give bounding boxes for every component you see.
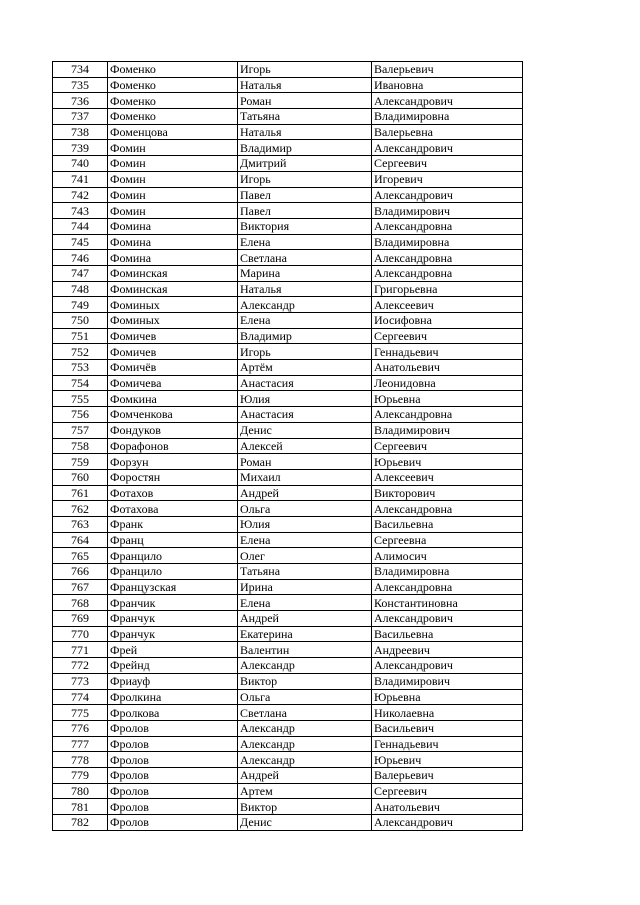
- patronymic-cell: Алимосич: [372, 548, 523, 564]
- first-name-cell: Анастасия: [238, 375, 372, 391]
- patronymic-cell: Александрович: [372, 187, 523, 203]
- last-name-cell: Фомин: [108, 156, 238, 172]
- first-name-cell: Валентин: [238, 642, 372, 658]
- row-number-cell: 768: [53, 595, 108, 611]
- row-number-cell: 774: [53, 689, 108, 705]
- first-name-cell: Александр: [238, 736, 372, 752]
- table-row: [53, 187, 523, 203]
- patronymic-cell: Васильевич: [372, 720, 523, 736]
- table-row: [53, 62, 523, 78]
- patronymic-cell: Викторович: [372, 485, 523, 501]
- first-name-cell: Ирина: [238, 579, 372, 595]
- first-name-cell: Виктор: [238, 673, 372, 689]
- first-name-cell: Ольга: [238, 689, 372, 705]
- patronymic-cell: Валерьевич: [372, 767, 523, 783]
- last-name-cell: Франчук: [108, 611, 238, 627]
- patronymic-cell: Владимировна: [372, 234, 523, 250]
- table-row: [53, 77, 523, 93]
- row-number-cell: 782: [53, 815, 108, 831]
- table-row: [53, 250, 523, 266]
- table-row: [53, 485, 523, 501]
- first-name-cell: Юлия: [238, 516, 372, 532]
- table-row: [53, 501, 523, 517]
- last-name-cell: Франчук: [108, 626, 238, 642]
- last-name-cell: Фомкина: [108, 391, 238, 407]
- last-name-cell: Французская: [108, 579, 238, 595]
- row-number-cell: 763: [53, 516, 108, 532]
- row-number-cell: 743: [53, 203, 108, 219]
- table-row: [53, 705, 523, 721]
- patronymic-cell: Алексеевич: [372, 297, 523, 313]
- table-row: [53, 752, 523, 768]
- row-number-cell: 781: [53, 799, 108, 815]
- patronymic-cell: Александровна: [372, 250, 523, 266]
- last-name-cell: Фоминская: [108, 265, 238, 281]
- last-name-cell: Фролов: [108, 720, 238, 736]
- patronymic-cell: Сергеевич: [372, 783, 523, 799]
- first-name-cell: Владимир: [238, 140, 372, 156]
- last-name-cell: Фомина: [108, 218, 238, 234]
- last-name-cell: Фролов: [108, 815, 238, 831]
- table-row: [53, 140, 523, 156]
- last-name-cell: Фролов: [108, 752, 238, 768]
- table-row: [53, 313, 523, 329]
- table-row: [53, 783, 523, 799]
- patronymic-cell: Алексеевич: [372, 469, 523, 485]
- row-number-cell: 751: [53, 328, 108, 344]
- patronymic-cell: Григорьевна: [372, 281, 523, 297]
- patronymic-cell: Владимирович: [372, 673, 523, 689]
- table-row: [53, 767, 523, 783]
- table-row: [53, 720, 523, 736]
- first-name-cell: Игорь: [238, 62, 372, 78]
- first-name-cell: Анастасия: [238, 407, 372, 423]
- patronymic-cell: Александрович: [372, 611, 523, 627]
- first-name-cell: Юлия: [238, 391, 372, 407]
- table-row: [53, 815, 523, 831]
- last-name-cell: Фомченкова: [108, 407, 238, 423]
- table-row: [53, 516, 523, 532]
- patronymic-cell: Владимировна: [372, 564, 523, 580]
- patronymic-cell: Игоревич: [372, 171, 523, 187]
- last-name-cell: Фрейнд: [108, 658, 238, 674]
- first-name-cell: Наталья: [238, 77, 372, 93]
- table-row: [53, 438, 523, 454]
- patronymic-cell: Андреевич: [372, 642, 523, 658]
- names-table: [52, 61, 523, 831]
- first-name-cell: Светлана: [238, 705, 372, 721]
- patronymic-cell: Александрович: [372, 93, 523, 109]
- last-name-cell: Франчик: [108, 595, 238, 611]
- patronymic-cell: Александровна: [372, 407, 523, 423]
- patronymic-cell: Владимирович: [372, 422, 523, 438]
- row-number-cell: 779: [53, 767, 108, 783]
- last-name-cell: Фотахов: [108, 485, 238, 501]
- row-number-cell: 773: [53, 673, 108, 689]
- row-number-cell: 742: [53, 187, 108, 203]
- patronymic-cell: Александровна: [372, 218, 523, 234]
- last-name-cell: Фролов: [108, 767, 238, 783]
- table-row: [53, 407, 523, 423]
- last-name-cell: Фомин: [108, 187, 238, 203]
- first-name-cell: Александр: [238, 720, 372, 736]
- patronymic-cell: Александрович: [372, 658, 523, 674]
- table-row: [53, 548, 523, 564]
- last-name-cell: Францило: [108, 564, 238, 580]
- last-name-cell: Фомичёв: [108, 360, 238, 376]
- row-number-cell: 740: [53, 156, 108, 172]
- patronymic-cell: Владимировна: [372, 109, 523, 125]
- last-name-cell: Фролов: [108, 736, 238, 752]
- first-name-cell: Игорь: [238, 171, 372, 187]
- patronymic-cell: Валерьевна: [372, 124, 523, 140]
- first-name-cell: Елена: [238, 595, 372, 611]
- patronymic-cell: Александрович: [372, 140, 523, 156]
- patronymic-cell: Юрьевич: [372, 454, 523, 470]
- row-number-cell: 772: [53, 658, 108, 674]
- first-name-cell: Михаил: [238, 469, 372, 485]
- last-name-cell: Фомин: [108, 140, 238, 156]
- table-row: [53, 360, 523, 376]
- first-name-cell: Денис: [238, 422, 372, 438]
- patronymic-cell: Сергеевич: [372, 156, 523, 172]
- table-row: [53, 234, 523, 250]
- patronymic-cell: Константиновна: [372, 595, 523, 611]
- first-name-cell: Олег: [238, 548, 372, 564]
- table-row: [53, 579, 523, 595]
- table-row: [53, 642, 523, 658]
- table-row: [53, 375, 523, 391]
- last-name-cell: Фомина: [108, 250, 238, 266]
- table-row: [53, 595, 523, 611]
- table-row: [53, 736, 523, 752]
- first-name-cell: Артём: [238, 360, 372, 376]
- first-name-cell: Елена: [238, 532, 372, 548]
- patronymic-cell: Александровна: [372, 501, 523, 517]
- table-row: [53, 124, 523, 140]
- last-name-cell: Фомичев: [108, 328, 238, 344]
- row-number-cell: 754: [53, 375, 108, 391]
- patronymic-cell: Сергеевич: [372, 328, 523, 344]
- table-row: [53, 564, 523, 580]
- patronymic-cell: Леонидовна: [372, 375, 523, 391]
- patronymic-cell: Александровна: [372, 265, 523, 281]
- patronymic-cell: Васильевна: [372, 626, 523, 642]
- patronymic-cell: Николаевна: [372, 705, 523, 721]
- first-name-cell: Артем: [238, 783, 372, 799]
- row-number-cell: 748: [53, 281, 108, 297]
- first-name-cell: Виктор: [238, 799, 372, 815]
- first-name-cell: Елена: [238, 313, 372, 329]
- last-name-cell: Фомин: [108, 203, 238, 219]
- patronymic-cell: Юрьевич: [372, 752, 523, 768]
- table-row: [53, 532, 523, 548]
- row-number-cell: 745: [53, 234, 108, 250]
- first-name-cell: Владимир: [238, 328, 372, 344]
- row-number-cell: 734: [53, 62, 108, 78]
- last-name-cell: Фриауф: [108, 673, 238, 689]
- row-number-cell: 753: [53, 360, 108, 376]
- table-row: [53, 171, 523, 187]
- row-number-cell: 764: [53, 532, 108, 548]
- last-name-cell: Франк: [108, 516, 238, 532]
- last-name-cell: Фондуков: [108, 422, 238, 438]
- patronymic-cell: Анатольевич: [372, 360, 523, 376]
- patronymic-cell: Валерьевич: [372, 62, 523, 78]
- row-number-cell: 771: [53, 642, 108, 658]
- last-name-cell: Францило: [108, 548, 238, 564]
- row-number-cell: 747: [53, 265, 108, 281]
- patronymic-cell: Юрьевна: [372, 689, 523, 705]
- last-name-cell: Фрей: [108, 642, 238, 658]
- last-name-cell: Форафонов: [108, 438, 238, 454]
- last-name-cell: Фоменко: [108, 77, 238, 93]
- row-number-cell: 758: [53, 438, 108, 454]
- first-name-cell: Алексей: [238, 438, 372, 454]
- table-row: [53, 689, 523, 705]
- row-number-cell: 738: [53, 124, 108, 140]
- first-name-cell: Александр: [238, 658, 372, 674]
- row-number-cell: 766: [53, 564, 108, 580]
- first-name-cell: Наталья: [238, 281, 372, 297]
- patronymic-cell: Александрович: [372, 815, 523, 831]
- first-name-cell: Александр: [238, 297, 372, 313]
- row-number-cell: 741: [53, 171, 108, 187]
- row-number-cell: 760: [53, 469, 108, 485]
- first-name-cell: Игорь: [238, 344, 372, 360]
- patronymic-cell: Иосифовна: [372, 313, 523, 329]
- table-row: [53, 93, 523, 109]
- first-name-cell: Павел: [238, 203, 372, 219]
- last-name-cell: Фомичева: [108, 375, 238, 391]
- last-name-cell: Франц: [108, 532, 238, 548]
- row-number-cell: 780: [53, 783, 108, 799]
- last-name-cell: Фоминых: [108, 297, 238, 313]
- patronymic-cell: Сергеевна: [372, 532, 523, 548]
- row-number-cell: 776: [53, 720, 108, 736]
- table-row: [53, 391, 523, 407]
- first-name-cell: Павел: [238, 187, 372, 203]
- table-row: [53, 422, 523, 438]
- table-row: [53, 469, 523, 485]
- last-name-cell: Фоменко: [108, 93, 238, 109]
- patronymic-cell: Анатольевич: [372, 799, 523, 815]
- table-row: [53, 611, 523, 627]
- row-number-cell: 765: [53, 548, 108, 564]
- row-number-cell: 736: [53, 93, 108, 109]
- table-row: [53, 328, 523, 344]
- first-name-cell: Марина: [238, 265, 372, 281]
- table-row: [53, 297, 523, 313]
- table-row: [53, 454, 523, 470]
- names-table-body: [53, 62, 523, 831]
- first-name-cell: Денис: [238, 815, 372, 831]
- row-number-cell: 746: [53, 250, 108, 266]
- last-name-cell: Фоминых: [108, 313, 238, 329]
- row-number-cell: 750: [53, 313, 108, 329]
- row-number-cell: 744: [53, 218, 108, 234]
- patronymic-cell: Александровна: [372, 579, 523, 595]
- last-name-cell: Фоминская: [108, 281, 238, 297]
- first-name-cell: Александр: [238, 752, 372, 768]
- last-name-cell: Форостян: [108, 469, 238, 485]
- last-name-cell: Фролов: [108, 783, 238, 799]
- row-number-cell: 777: [53, 736, 108, 752]
- table-row: [53, 156, 523, 172]
- first-name-cell: Елена: [238, 234, 372, 250]
- first-name-cell: Дмитрий: [238, 156, 372, 172]
- row-number-cell: 759: [53, 454, 108, 470]
- patronymic-cell: Ивановна: [372, 77, 523, 93]
- last-name-cell: Форзун: [108, 454, 238, 470]
- patronymic-cell: Геннадьевич: [372, 736, 523, 752]
- first-name-cell: Наталья: [238, 124, 372, 140]
- first-name-cell: Татьяна: [238, 109, 372, 125]
- row-number-cell: 769: [53, 611, 108, 627]
- patronymic-cell: Владимирович: [372, 203, 523, 219]
- last-name-cell: Фоменко: [108, 62, 238, 78]
- table-row: [53, 658, 523, 674]
- row-number-cell: 762: [53, 501, 108, 517]
- row-number-cell: 761: [53, 485, 108, 501]
- row-number-cell: 770: [53, 626, 108, 642]
- row-number-cell: 775: [53, 705, 108, 721]
- row-number-cell: 737: [53, 109, 108, 125]
- table-row: [53, 203, 523, 219]
- row-number-cell: 767: [53, 579, 108, 595]
- first-name-cell: Татьяна: [238, 564, 372, 580]
- last-name-cell: Фоменко: [108, 109, 238, 125]
- table-row: [53, 281, 523, 297]
- table-row: [53, 344, 523, 360]
- first-name-cell: Андрей: [238, 485, 372, 501]
- patronymic-cell: Васильевна: [372, 516, 523, 532]
- last-name-cell: Фоменцова: [108, 124, 238, 140]
- row-number-cell: 755: [53, 391, 108, 407]
- table-row: [53, 673, 523, 689]
- row-number-cell: 778: [53, 752, 108, 768]
- patronymic-cell: Сергеевич: [372, 438, 523, 454]
- first-name-cell: Светлана: [238, 250, 372, 266]
- row-number-cell: 749: [53, 297, 108, 313]
- last-name-cell: Фомичев: [108, 344, 238, 360]
- row-number-cell: 757: [53, 422, 108, 438]
- row-number-cell: 739: [53, 140, 108, 156]
- first-name-cell: Роман: [238, 454, 372, 470]
- patronymic-cell: Юрьевна: [372, 391, 523, 407]
- last-name-cell: Фомин: [108, 171, 238, 187]
- first-name-cell: Роман: [238, 93, 372, 109]
- table-row: [53, 799, 523, 815]
- row-number-cell: 735: [53, 77, 108, 93]
- last-name-cell: Фомина: [108, 234, 238, 250]
- last-name-cell: Фролов: [108, 799, 238, 815]
- table-row: [53, 109, 523, 125]
- last-name-cell: Фролкова: [108, 705, 238, 721]
- first-name-cell: Виктория: [238, 218, 372, 234]
- first-name-cell: Ольга: [238, 501, 372, 517]
- first-name-cell: Екатерина: [238, 626, 372, 642]
- row-number-cell: 756: [53, 407, 108, 423]
- table-row: [53, 265, 523, 281]
- first-name-cell: Андрей: [238, 611, 372, 627]
- patronymic-cell: Геннадьевич: [372, 344, 523, 360]
- first-name-cell: Андрей: [238, 767, 372, 783]
- row-number-cell: 752: [53, 344, 108, 360]
- table-row: [53, 626, 523, 642]
- table-row: [53, 218, 523, 234]
- last-name-cell: Фролкина: [108, 689, 238, 705]
- last-name-cell: Фотахова: [108, 501, 238, 517]
